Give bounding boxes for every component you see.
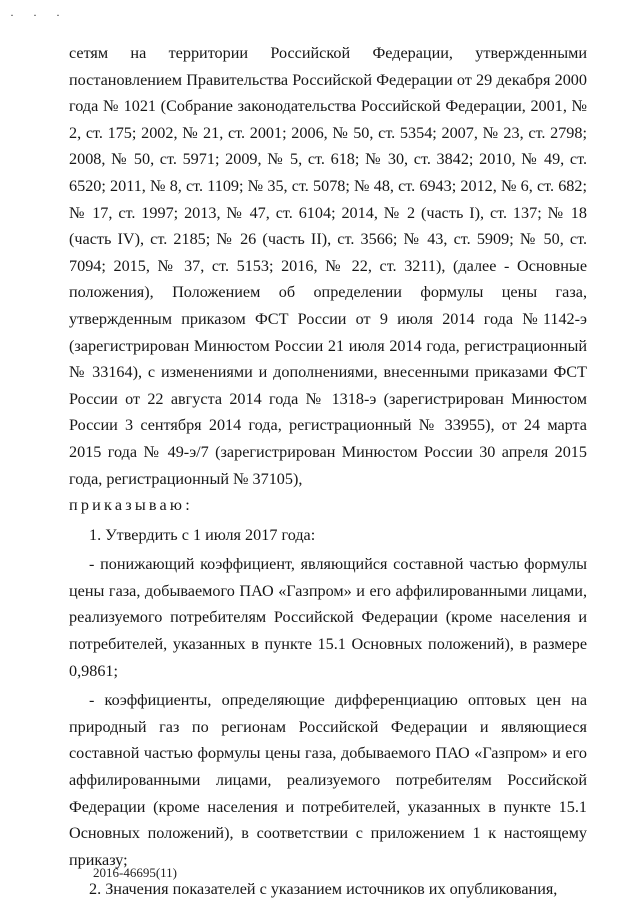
paragraph-legal-basis: сетям на территории Российской Федерации, утвержденными постановлением Правительства Российской Федерации от 29 декабря 2000 года № 1021 (Собрание законодательства Российской Федерации, 2001, № 2, ст. 175; 2002, № 21, ст. 2001; 2006, № 50, ст. 5354; 2007, № 23, ст. 2798; 2008, № 50, ст. 5971; 2009, № 5, ст. 618; № 30, ст. 3842; 2010, № 49, ст. 6520; 2011, № 8, ст. 1109; № 35, ст. 5078; № 48, ст. 6943; 2012, № 6, ст. 682; № 17, ст. 1997; 2013, № 47, ст. 6104; 2014, № 2 (часть I), ст. 137; № 18 (часть IV), ст. 2185; № 26 (часть II), ст. 3566; № 43, ст. 5909; № 50, ст. 7094; 2015, № 37, ст. 5153; 2016, № 22, ст. 3211), (далее - Основные положения), Положением об определении формулы цены газа, утвержденным приказом ФСТ России от 9 июля 2014 года №1142-э (зарегистрирован Минюстом России 21 июля 2014 года, регистрационный № 33164), с изменениями и дополнениями, внесенными приказами ФСТ России от 22 августа 2014 года № 1318-э (зарегистрирован Минюстом России 3 сентября 2014 года, регистрационный № 33955), от 24 марта 2015 года № 49-э/7 (зарегистрирован Минюстом России 30 апреля 2015 года, регистрационный № 37105),: [69, 44, 587, 488]
document-body: [69, 40, 587, 903]
scan-marks: · · ·: [10, 8, 68, 22]
paragraph-order-word: приказываю:: [69, 496, 193, 515]
paragraph-differentiation-coefficients: - коэффициенты, определяющие дифференциацию оптовых цен на природный газ по регионам Российской Федерации и являющиеся составной частью формулы цены газа, добываемого ПАО «Газпром» и его аффилированными лицами, реализуемого потребителям Российской Федерации (кроме населения и потребителей, указанных в пункте 15.1 Основных положений), в соответствии с приложением 1 к настоящему приказу;: [69, 691, 587, 869]
paragraph-reduction-coefficient: - понижающий коэффициент, являющийся составной частью формулы цены газа, добываемого ПАО «Газпром» и его аффилированными лицами, реализуемого потребителям Российской Федерации (кроме населения и потребителей, указанных в пункте 15.1 Основных положений), в размере 0,9861;: [69, 555, 587, 680]
footer-document-code: 2016-46695(11): [93, 865, 178, 880]
paragraph-item-2: 2. Значения показателей с указанием источников их опубликования,: [89, 880, 558, 899]
paragraph-item-1: 1. Утвердить с 1 июля 2017 года:: [89, 525, 316, 544]
